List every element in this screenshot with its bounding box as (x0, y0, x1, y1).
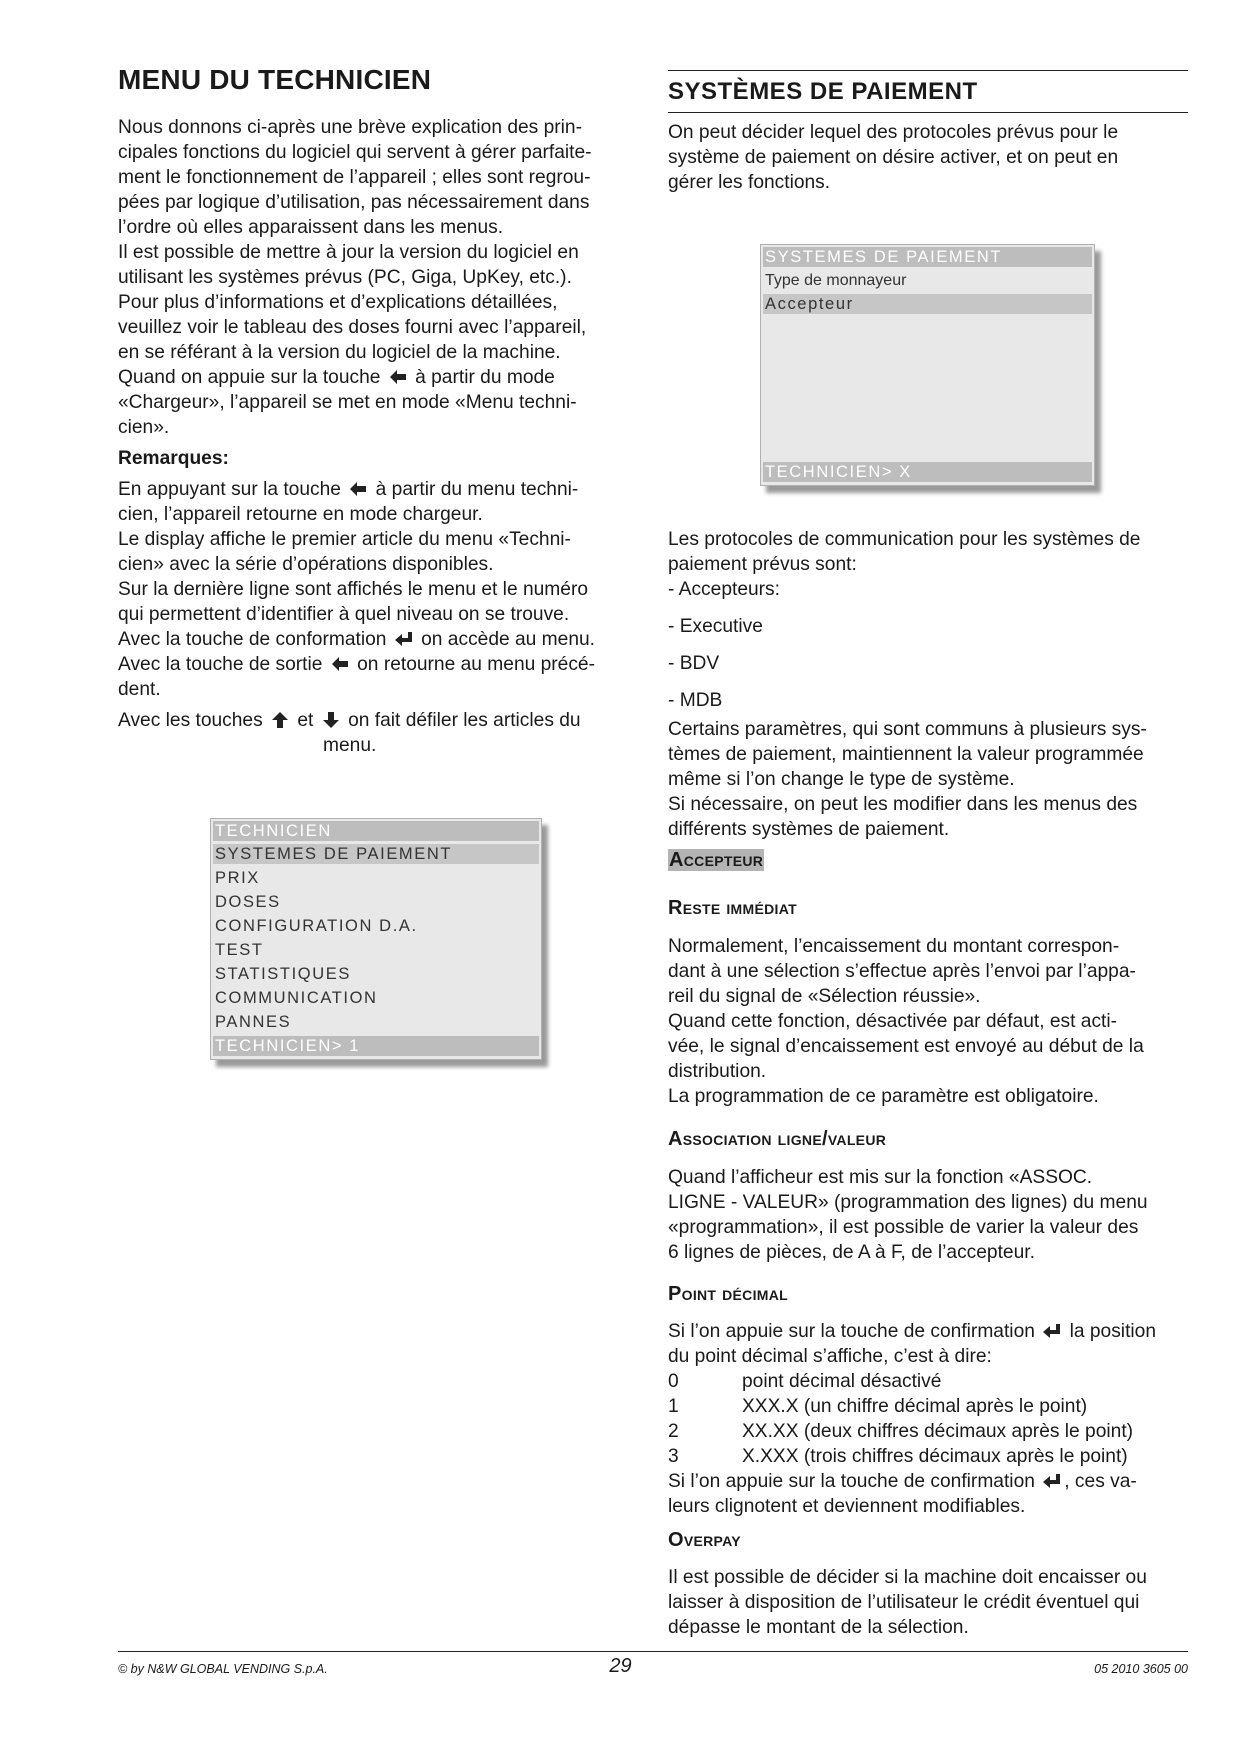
display-menu-item[interactable]: PRIX (215, 869, 260, 887)
text-line: vée, le signal d’encaissement est envoyé au début de la (668, 1036, 1144, 1057)
point-option (668, 1444, 1198, 1469)
text-line: Quand l’afficheur est mis sur la fonction «ASSOC. (668, 1167, 1093, 1188)
text-line: cien, l’appareil retourne en mode chargeur. (118, 504, 483, 525)
display-line: Type de monnayeur (765, 272, 907, 289)
text-line (118, 365, 638, 390)
option-key: 0 (668, 1371, 679, 1392)
point-option (668, 1369, 1198, 1394)
back-arrow-icon (348, 480, 368, 498)
footer-rule (118, 1651, 1188, 1652)
text-line: reil du signal de «Sélection réussie». (668, 986, 981, 1007)
payment-intro (668, 120, 1188, 195)
option-value: point décimal désactivé (742, 1371, 942, 1392)
reste-text (668, 934, 1188, 1109)
text-line: utilisant les systèmes prévus (PC, Giga, UpKey, etc.). (118, 267, 572, 288)
overpay-text (668, 1565, 1198, 1640)
protocol-item: - MDB (668, 690, 723, 711)
protocols-section (668, 527, 1188, 842)
assoc-text (668, 1165, 1188, 1265)
text-line (668, 1319, 1198, 1344)
text-line: ment le fonctionnement de l’appareil ; elles sont regrou- (118, 167, 591, 188)
down-arrow-icon (321, 711, 341, 729)
text-line: Si nécessaire, on peut les modifier dans les menus des (668, 794, 1138, 815)
option-value: XX.XX (deux chiffres décimaux après le point) (742, 1421, 1134, 1442)
text-line: Pour plus d’informations et d’explications détaillées, (118, 292, 558, 313)
text-fragment: et (297, 710, 314, 731)
protocol-item: - Accepteurs: (668, 579, 780, 600)
accepteur-heading (668, 849, 764, 872)
footer-copyright: © by N&W GLOBAL VENDING S.p.A. (118, 1662, 328, 1676)
text-line: Sur la dernière ligne sont affichés le menu et le numéro (118, 579, 589, 600)
display-header: TECHNICIEN (213, 821, 539, 841)
point-heading: Point décimal (668, 1283, 789, 1305)
text-line: veuillez voir le tableau des doses fourni avec l’appareil, (118, 317, 587, 338)
text-line: dépasse le montant de la sélection. (668, 1617, 969, 1638)
text-line: 6 lignes de pièces, de A à F, de l’accepteur. (668, 1242, 1035, 1263)
option-value: X.XXX (trois chiffres décimaux après le point) (742, 1446, 1128, 1467)
text-fragment: En appuyant sur la touche (118, 479, 341, 500)
text-line (118, 652, 638, 677)
display-footer: TECHNICIEN> 1 (213, 1036, 539, 1056)
text-line: La programmation de ce paramètre est obligatoire. (668, 1086, 1099, 1107)
display-menu-item[interactable]: DOSES (215, 893, 281, 911)
text-fragment: Si l’on appuie sur la touche de confirmation (668, 1471, 1035, 1492)
text-line: distribution. (668, 1061, 767, 1082)
text-line: tèmes de paiement, maintiennent la valeur programmée (668, 744, 1144, 765)
text-fragment: on accède au menu. (421, 629, 596, 650)
technician-menu-display (210, 818, 542, 1060)
text-line: du point décimal s’affiche, c’est à dire: (668, 1346, 992, 1367)
display-footer: TECHNICIEN> X (763, 462, 1092, 482)
text-fragment: Si l’on appuie sur la touche de confirmation (668, 1321, 1035, 1342)
text-fragment: Quand on appuie sur la touche (118, 367, 381, 388)
text-line: l’ordre où elles apparaissent dans les menus. (118, 217, 504, 238)
back-arrow-icon (388, 368, 408, 386)
text-line: Quand cette fonction, désactivée par défaut, est acti- (668, 1011, 1118, 1032)
text-line: même si l’on change le type de système. (668, 769, 1015, 790)
enter-key-icon (1042, 1322, 1062, 1340)
option-key: 1 (668, 1396, 679, 1417)
text-line: «programmation», il est possible de varier la valeur des (668, 1217, 1139, 1238)
point-option (668, 1419, 1198, 1444)
protocol-item: - Executive (668, 616, 763, 637)
text-fragment: Avec les touches (118, 710, 263, 731)
payment-systems-display (760, 244, 1095, 486)
remarks-section (118, 446, 638, 758)
text-fragment: la position (1069, 1321, 1157, 1342)
text-line: Le display affiche le premier article du menu «Techni- (118, 529, 571, 550)
text-fragment: on fait défiler les articles du (348, 710, 581, 731)
text-line: en se référant à la version du logiciel de la machine. (118, 342, 561, 363)
text-line (668, 1469, 1198, 1494)
section-rule-top (668, 70, 1188, 71)
text-line: cipales fonctions du logiciel qui servent à gérer parfaite- (118, 142, 592, 163)
option-key: 2 (668, 1421, 679, 1442)
option-value: XXX.X (un chiffre décimal après le point) (742, 1396, 1088, 1417)
page-number: 29 (609, 1655, 632, 1677)
text-line: Nous donnons ci-après une brève explication des prin- (118, 117, 582, 138)
text-line: LIGNE - VALEUR» (programmation des lignes) du menu (668, 1192, 1148, 1213)
assoc-heading: Association ligne/valeur (668, 1128, 887, 1150)
back-arrow-icon (330, 655, 350, 673)
display-menu-item[interactable]: CONFIGURATION D.A. (215, 917, 418, 935)
text-fragment: on retourne au menu précé- (357, 654, 595, 675)
reste-heading: Reste immédiat (668, 897, 797, 919)
text-line: dant à une sélection s’effectue après l’envoi par l’appa- (668, 961, 1136, 982)
text-line: leurs clignotent et deviennent modifiables. (668, 1496, 1026, 1517)
text-line: laisser à disposition de l’utilisateur le crédit éventuel qui (668, 1592, 1140, 1613)
display-menu-item[interactable]: TEST (215, 941, 264, 959)
display-menu-item[interactable]: COMMUNICATION (215, 989, 378, 1007)
accepteur-heading-text: Accepteur (669, 849, 764, 871)
text-line: Il est possible de décider si la machine doit encaisser ou (668, 1567, 1147, 1588)
point-text (668, 1319, 1198, 1519)
text-line: «Chargeur», l’appareil se met en mode «Menu techni- (118, 392, 577, 413)
text-line: paiement prévus sont: (668, 554, 857, 575)
text-line: On peut décider lequel des protocoles prévus pour le (668, 122, 1119, 143)
overpay-heading: Overpay (668, 1529, 741, 1551)
text-fragment: Avec la touche de conformation (118, 629, 387, 650)
remarks-title: Remarques: (118, 448, 229, 469)
text-line: gérer les fonctions. (668, 172, 831, 193)
text-line (118, 708, 638, 733)
text-line: cien» avec la série d’opérations disponibles. (118, 554, 494, 575)
display-selected-value[interactable]: Accepteur (763, 294, 1092, 314)
text-line: différents systèmes de paiement. (668, 819, 950, 840)
text-fragment: , ces va- (1064, 1471, 1137, 1492)
text-fragment: à partir du menu techni- (375, 479, 579, 500)
text-line: dent. (118, 679, 161, 700)
text-line: qui permettent d’identifier à quel niveau on se trouve. (118, 604, 570, 625)
text-line (118, 477, 638, 502)
text-line: Il est possible de mettre à jour la version du logiciel en (118, 242, 579, 263)
point-option (668, 1394, 1198, 1419)
up-arrow-icon (270, 711, 290, 729)
section-rule-bottom (668, 112, 1188, 113)
text-line: menu. (323, 735, 377, 756)
protocol-item: - BDV (668, 653, 720, 674)
display-menu-item[interactable]: SYSTEMES DE PAIEMENT (213, 844, 539, 864)
text-line: système de paiement on désire activer, et on peut en (668, 147, 1119, 168)
text-line: pées par logique d’utilisation, pas nécessairement dans (118, 192, 590, 213)
text-line: Normalement, l’encaissement du montant correspon- (668, 936, 1120, 957)
display-menu-item[interactable]: PANNES (215, 1013, 292, 1031)
text-fragment: à partir du mode (415, 367, 555, 388)
page-title: MENU DU TECHNICIEN (118, 64, 432, 95)
section-title: SYSTÈMES DE PAIEMENT (668, 78, 978, 105)
display-menu-item[interactable]: STATISTIQUES (215, 965, 351, 983)
text-fragment: Avec la touche de sortie (118, 654, 323, 675)
text-line: Certains paramètres, qui sont communs à plusieurs sys- (668, 719, 1147, 740)
intro-paragraph (118, 115, 638, 440)
option-key: 3 (668, 1446, 679, 1467)
display-header: SYSTEMES DE PAIEMENT (763, 247, 1092, 267)
text-line (118, 627, 638, 652)
text-line: Les protocoles de communication pour les systèmes de (668, 529, 1141, 550)
enter-key-icon (394, 630, 414, 648)
footer-doc-code: 05 2010 3605 00 (1094, 1662, 1188, 1676)
text-line: cien». (118, 417, 170, 438)
enter-key-icon (1042, 1472, 1062, 1490)
